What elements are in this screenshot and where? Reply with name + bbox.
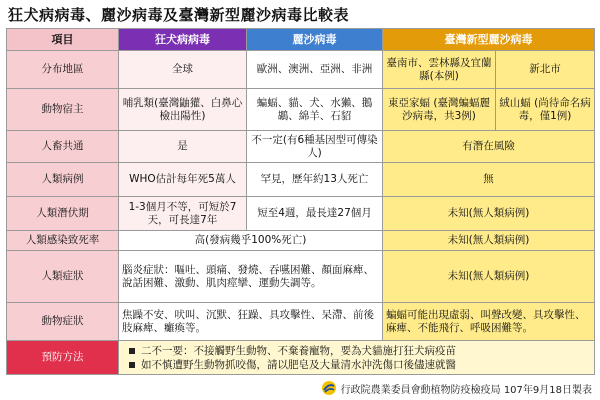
cell-lyssa: 罕見，歷年約13人死亡: [247, 163, 383, 197]
prevention-text-2: 如不慎遭野生動物抓咬傷，請以肥皂及大量清水沖洗傷口後儘速就醫: [141, 358, 456, 371]
row-label: 人類感染致死率: [7, 231, 119, 251]
bullet-icon: [129, 348, 135, 354]
header-lyssavirus: 麗沙病毒: [247, 29, 383, 51]
row-label: 人類潛伏期: [7, 197, 119, 231]
header-row: [7, 29, 595, 51]
cell-rabies: 全球: [119, 51, 247, 89]
header-item: 項目: [7, 29, 119, 51]
footer-text: 行政院農業委員會動植物防疫檢疫局 107年9月18日製表: [340, 384, 592, 396]
cell-taiwan: 未知(無人類病例): [383, 231, 595, 251]
row-label: 人畜共通: [7, 131, 119, 163]
cell-lyssa: 歐洲、澳洲、亞洲、非洲: [247, 51, 383, 89]
cell-taiwan-b: 新北市: [496, 51, 595, 89]
cell-rabies: 哺乳類(臺灣鼬獾、白鼻心檢出陽性): [119, 89, 247, 131]
header-taiwan-lyssavirus: 臺灣新型麗沙病毒: [383, 29, 595, 51]
row-label: 人類症狀: [7, 251, 119, 303]
page-title: 狂犬病病毒、麗沙病毒及臺灣新型麗沙病毒比較表: [8, 6, 350, 24]
prevention-line-1: [129, 344, 591, 358]
cell-rabies: 是: [119, 131, 247, 163]
cell-rabies: WHO估計每年死5萬人: [119, 163, 247, 197]
cell-taiwan-a: 臺南市、雲林縣及宜蘭縣(本例): [383, 51, 496, 89]
row-human-symptoms: [7, 251, 595, 303]
cell-prevention: [119, 341, 595, 375]
row-label: 動物宿主: [7, 89, 119, 131]
cell-lyssa: 不一定(有6種基因型可傳染人): [247, 131, 383, 163]
cell-taiwan-b: 絨山蝠 (尚待命名病毒，僅1例): [496, 89, 595, 131]
cell-taiwan: 未知(無人類病例): [383, 197, 595, 231]
cell-taiwan: 有潛在風險: [383, 131, 595, 163]
row-cases: [7, 163, 595, 197]
row-distribution: [7, 51, 595, 89]
cell-lyssa: 蝙蝠、貓、犬、水獺、鵝鶘、綿羊、石貂: [247, 89, 383, 131]
row-label: 分布地區: [7, 51, 119, 89]
row-animal-symptoms: [7, 303, 595, 341]
cell-taiwan: 未知(無人類病例): [383, 251, 595, 303]
row-fatality: [7, 231, 595, 251]
prevention-line-2: [129, 358, 591, 372]
row-incubation: [7, 197, 595, 231]
cell-rabies-lyssa: 高(發病幾乎100%死亡): [119, 231, 383, 251]
cell-taiwan: 無: [383, 163, 595, 197]
prevention-text-1: 二不一要：不接觸野生動物、不棄養寵物，要為犬貓施打狂犬病疫苗: [141, 344, 456, 357]
row-zoonosis: [7, 131, 595, 163]
agency-logo-icon: [321, 380, 337, 396]
cell-taiwan-a: 東亞家蝠 (臺灣蝙蝠麗沙病毒，共3例): [383, 89, 496, 131]
row-label: 動物症狀: [7, 303, 119, 341]
row-label: 預防方法: [7, 341, 119, 375]
row-prevention: [7, 341, 595, 375]
row-host: [7, 89, 595, 131]
cell-rabies-lyssa: 腦炎症狀：嘔吐、頭痛、發燒、吞嚥困難、顏面麻痺、說話困難、激動、肌肉痙攣、運動失調等。: [119, 251, 383, 303]
cell-taiwan: 蝙蝠可能出現虛弱、叫聲改變、具攻擊性、麻痺、不能飛行、呼吸困難等。: [383, 303, 595, 341]
header-rabies-virus: 狂犬病病毒: [119, 29, 247, 51]
cell-rabies-lyssa: 焦躁不安、吠叫、沉默、狂躁、具攻擊性、呆滯、前後肢麻痺、癱瘓等。: [119, 303, 383, 341]
cell-lyssa: 短至4週，最長達27個月: [247, 197, 383, 231]
comparison-table: [6, 28, 595, 375]
cell-rabies: 1-3個月不等，可短於7天，可長達7年: [119, 197, 247, 231]
footer: [321, 380, 592, 396]
bullet-icon: [129, 362, 135, 368]
row-label: 人類病例: [7, 163, 119, 197]
